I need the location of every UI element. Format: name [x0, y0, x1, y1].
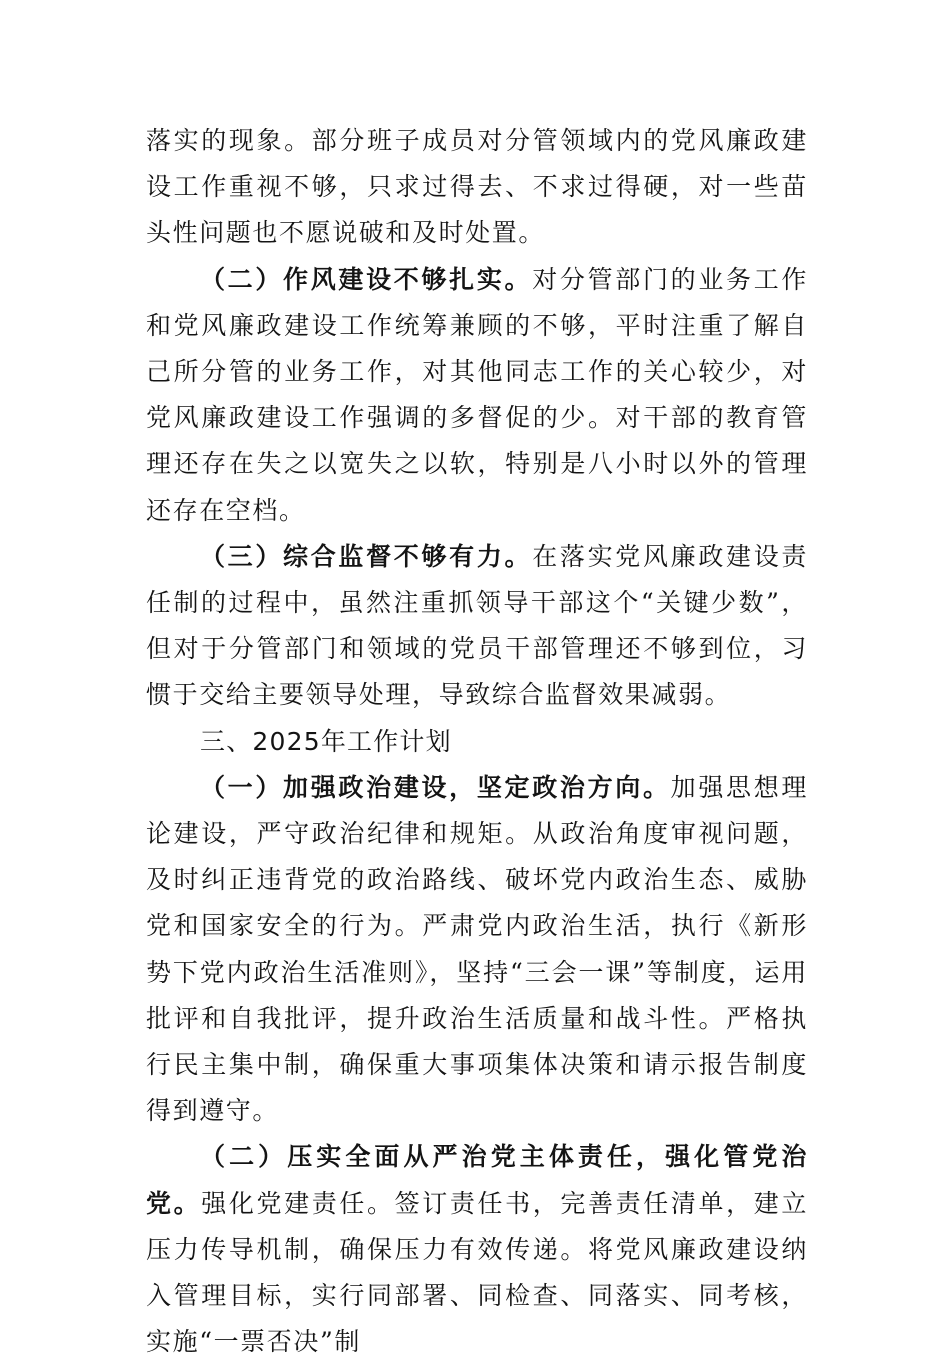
paragraph-text: 落实的现象。部分班子成员对分管领域内的党风廉政建设工作重视不够，只求过得去、不求过得硬，对一些苗头性问题也不愿说破和及时处置。 [146, 126, 808, 248]
document-page [146, 118, 808, 1365]
paragraph-text: 对分管部门的业务工作和党风廉政建设工作统筹兼顾的不够，平时注重了解自己所分管的业务工作，对其他同志工作的关心较少，对党风廉政建设工作强调的多督促的少。对干部的教育管理还存在失之以宽失之以软，特别是八小时以外的管理还存在空档。 [146, 264, 808, 525]
section-heading-work-plan: 三、2025年工作计划 [200, 726, 452, 756]
paragraph-text: 加强思想理论建设，严守政治纪律和规矩。从政治角度审视问题，及时纠正违背党的政治路线、破坏党内政治生态、威胁党和国家安全的行为。严肃党内政治生活，执行《新形势下党内政治生活准则》，坚持“三会一课”等制度，运用批评和自我批评，提升政治生活质量和战斗性。严格执行民主集中制，确保重大事项集体决策和请示报告制度得到遵守。 [146, 772, 808, 1126]
paragraph-text: 强化党建责任。签订责任书，完善责任清单，建立压力传导机制，确保压力有效传递。将党风廉政建设纳入管理目标，实行同部署、同检查、同落实、同考核，实施“一票否决”制 [146, 1188, 809, 1357]
issue-heading-2: （二）作风建设不够扎实。 [200, 264, 533, 294]
issue-heading-3: （三）综合监督不够有力。 [200, 541, 533, 571]
plan-heading-2: （二）压实全面从严治党主体责任，强化管党治党。 [146, 1142, 808, 1218]
plan-paragraph-1 [146, 765, 808, 1135]
plan-heading-1: （一）加强政治建设，坚定政治方向。 [200, 772, 671, 802]
issue-paragraph-3 [146, 534, 808, 719]
issue-paragraph-2 [146, 257, 808, 534]
continued-paragraph [146, 118, 808, 257]
paragraph-text: 在落实党风廉政建设责任制的过程中，虽然注重抓领导干部这个“关键少数”，但对于分管部门和领域的党员干部管理还不够到位，习惯于交给主要领导处理，导致综合监督效果减弱。 [146, 541, 808, 710]
plan-paragraph-2 [146, 1134, 808, 1365]
